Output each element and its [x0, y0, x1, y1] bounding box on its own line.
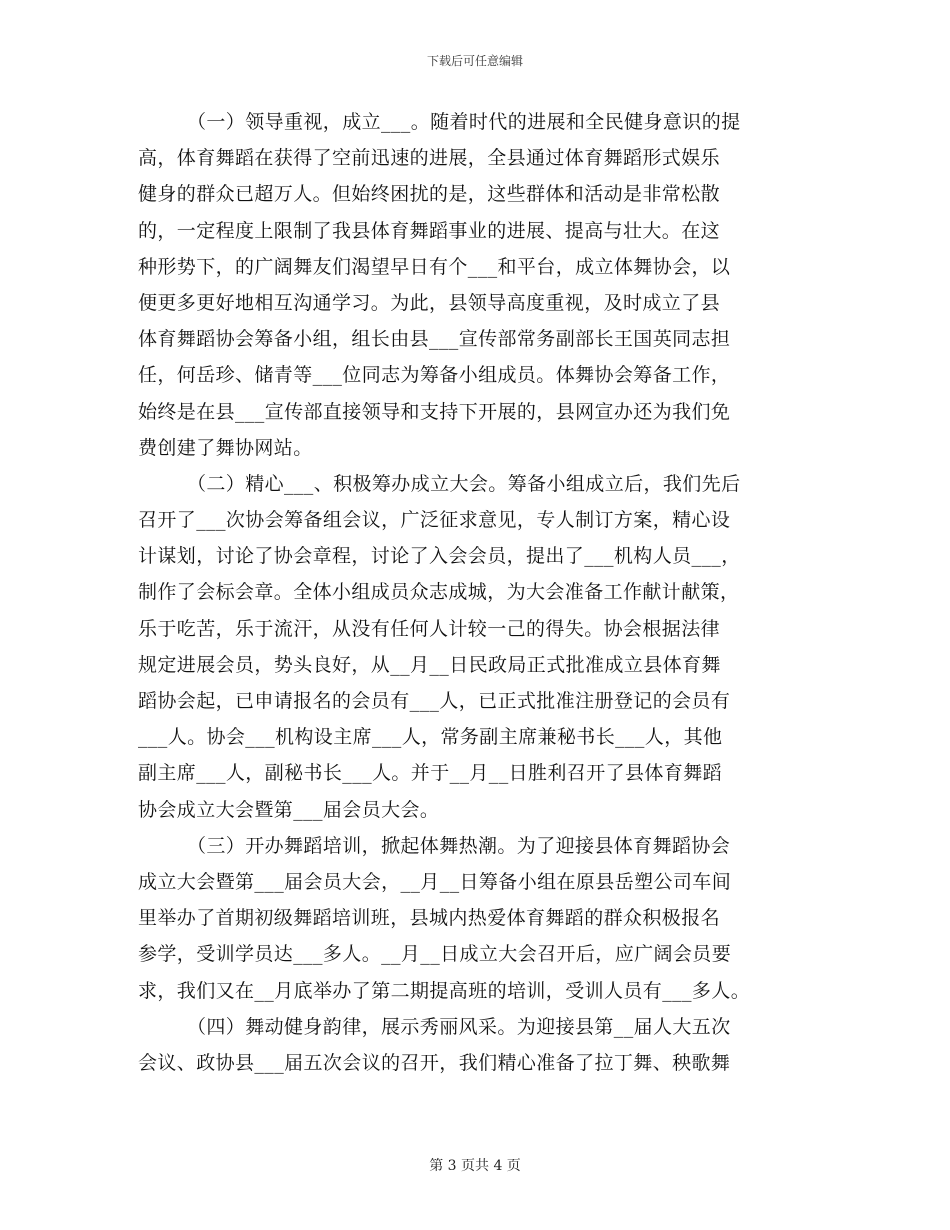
text-line: 乐于吃苦，乐于流汗，从没有任何人计较一己的得失。协会根据法律	[138, 617, 721, 640]
text-line: 制作了会标会章。全体小组成员众志成城，为大会准备工作献计献策，	[138, 581, 740, 604]
text-line: 召开了___次协会筹备组会议，广泛征求意见，专人制订方案，精心设	[138, 509, 731, 532]
text-line: 会议、政协县___届五次会议的召开，我们精心准备了拉丁舞、秧歌舞	[138, 1051, 731, 1074]
text-line: 参学，受训学员达___多人。__月__日成立大会召开后，应广阔会员要	[138, 943, 732, 966]
page-header: 下载后可任意编辑	[426, 54, 523, 68]
text-line: 成立大会暨第___届会员大会，__月__日筹备小组在原县岳塑公司车间	[138, 870, 732, 893]
text-line: 求，我们又在__月底举办了第二期提高班的培训，受训人员有___多人。	[138, 979, 751, 1002]
page-number-footer: 第 3 页共 4 页	[429, 1158, 521, 1174]
text-line: 蹈协会起，已申请报名的会员有___人，已正式批准注册登记的会员有	[138, 690, 731, 712]
text-line: 计谋划，讨论了协会章程，讨论了入会会员，提出了___机构人员___，	[138, 545, 741, 568]
text-line: 规定进展会员，势头良好，从__月__日民政局正式批准成立县体育舞	[138, 653, 721, 676]
text-line: 健身的群众已超万人。但始终困扰的是，这些群体和活动是非常松散	[138, 183, 721, 206]
text-line: 始终是在县___宣传部直接领导和支持下开展的，县网宣办还为我们免	[138, 400, 731, 423]
text-line: 体育舞蹈协会筹备小组，组长由县___宣传部常务副部长王国英同志担	[138, 328, 731, 351]
text-line: 的，一定程度上限制了我县体育舞蹈事业的进展、提高与壮大。在这	[138, 219, 721, 242]
document-body	[138, 104, 818, 1081]
section-3-heading-line: （三）开办舞蹈培训，掀起体舞热潮。为了迎接县体育舞蹈协会	[187, 834, 731, 857]
section-4-heading-line: （四）舞动健身韵律，展示秀丽风采。为迎接县第__届人大五次	[187, 1015, 731, 1038]
text-line: 任，何岳珍、储青等___位同志为筹备小组成员。体舞协会筹备工作，	[138, 364, 731, 387]
text-line: 高，体育舞蹈在获得了空前迅速的进展，全县通过体育舞蹈形式娱乐	[138, 147, 721, 170]
section-2-heading-line: （二）精心___、积极筹办成立大会。筹备小组成立后，我们先后	[187, 472, 741, 495]
text-line: 副主席___人，副秘书长___人。并于__月__日胜利召开了县体育舞蹈	[138, 762, 723, 785]
text-line: 便更多更好地相互沟通学习。为此，县领导高度重视，及时成立了县	[138, 291, 721, 314]
section-1-heading-line: （一）领导重视，成立___。随着时代的进展和全民健身意识的提	[187, 111, 741, 133]
text-line: ___人。协会___机构设主席___人，常务副主席兼秘书长___人，其他	[138, 726, 723, 749]
text-line: 种形势下，的广阔舞友们渴望早日有个___和平台，成立体舞协会，以	[138, 255, 731, 278]
text-line: 协会成立大会暨第___届会员大会。	[138, 798, 440, 821]
text-line: 费创建了舞协网站。	[138, 436, 313, 459]
text-line: 里举办了首期初级舞蹈培训班，县城内热爱体育舞蹈的群众积极报名	[138, 907, 721, 930]
